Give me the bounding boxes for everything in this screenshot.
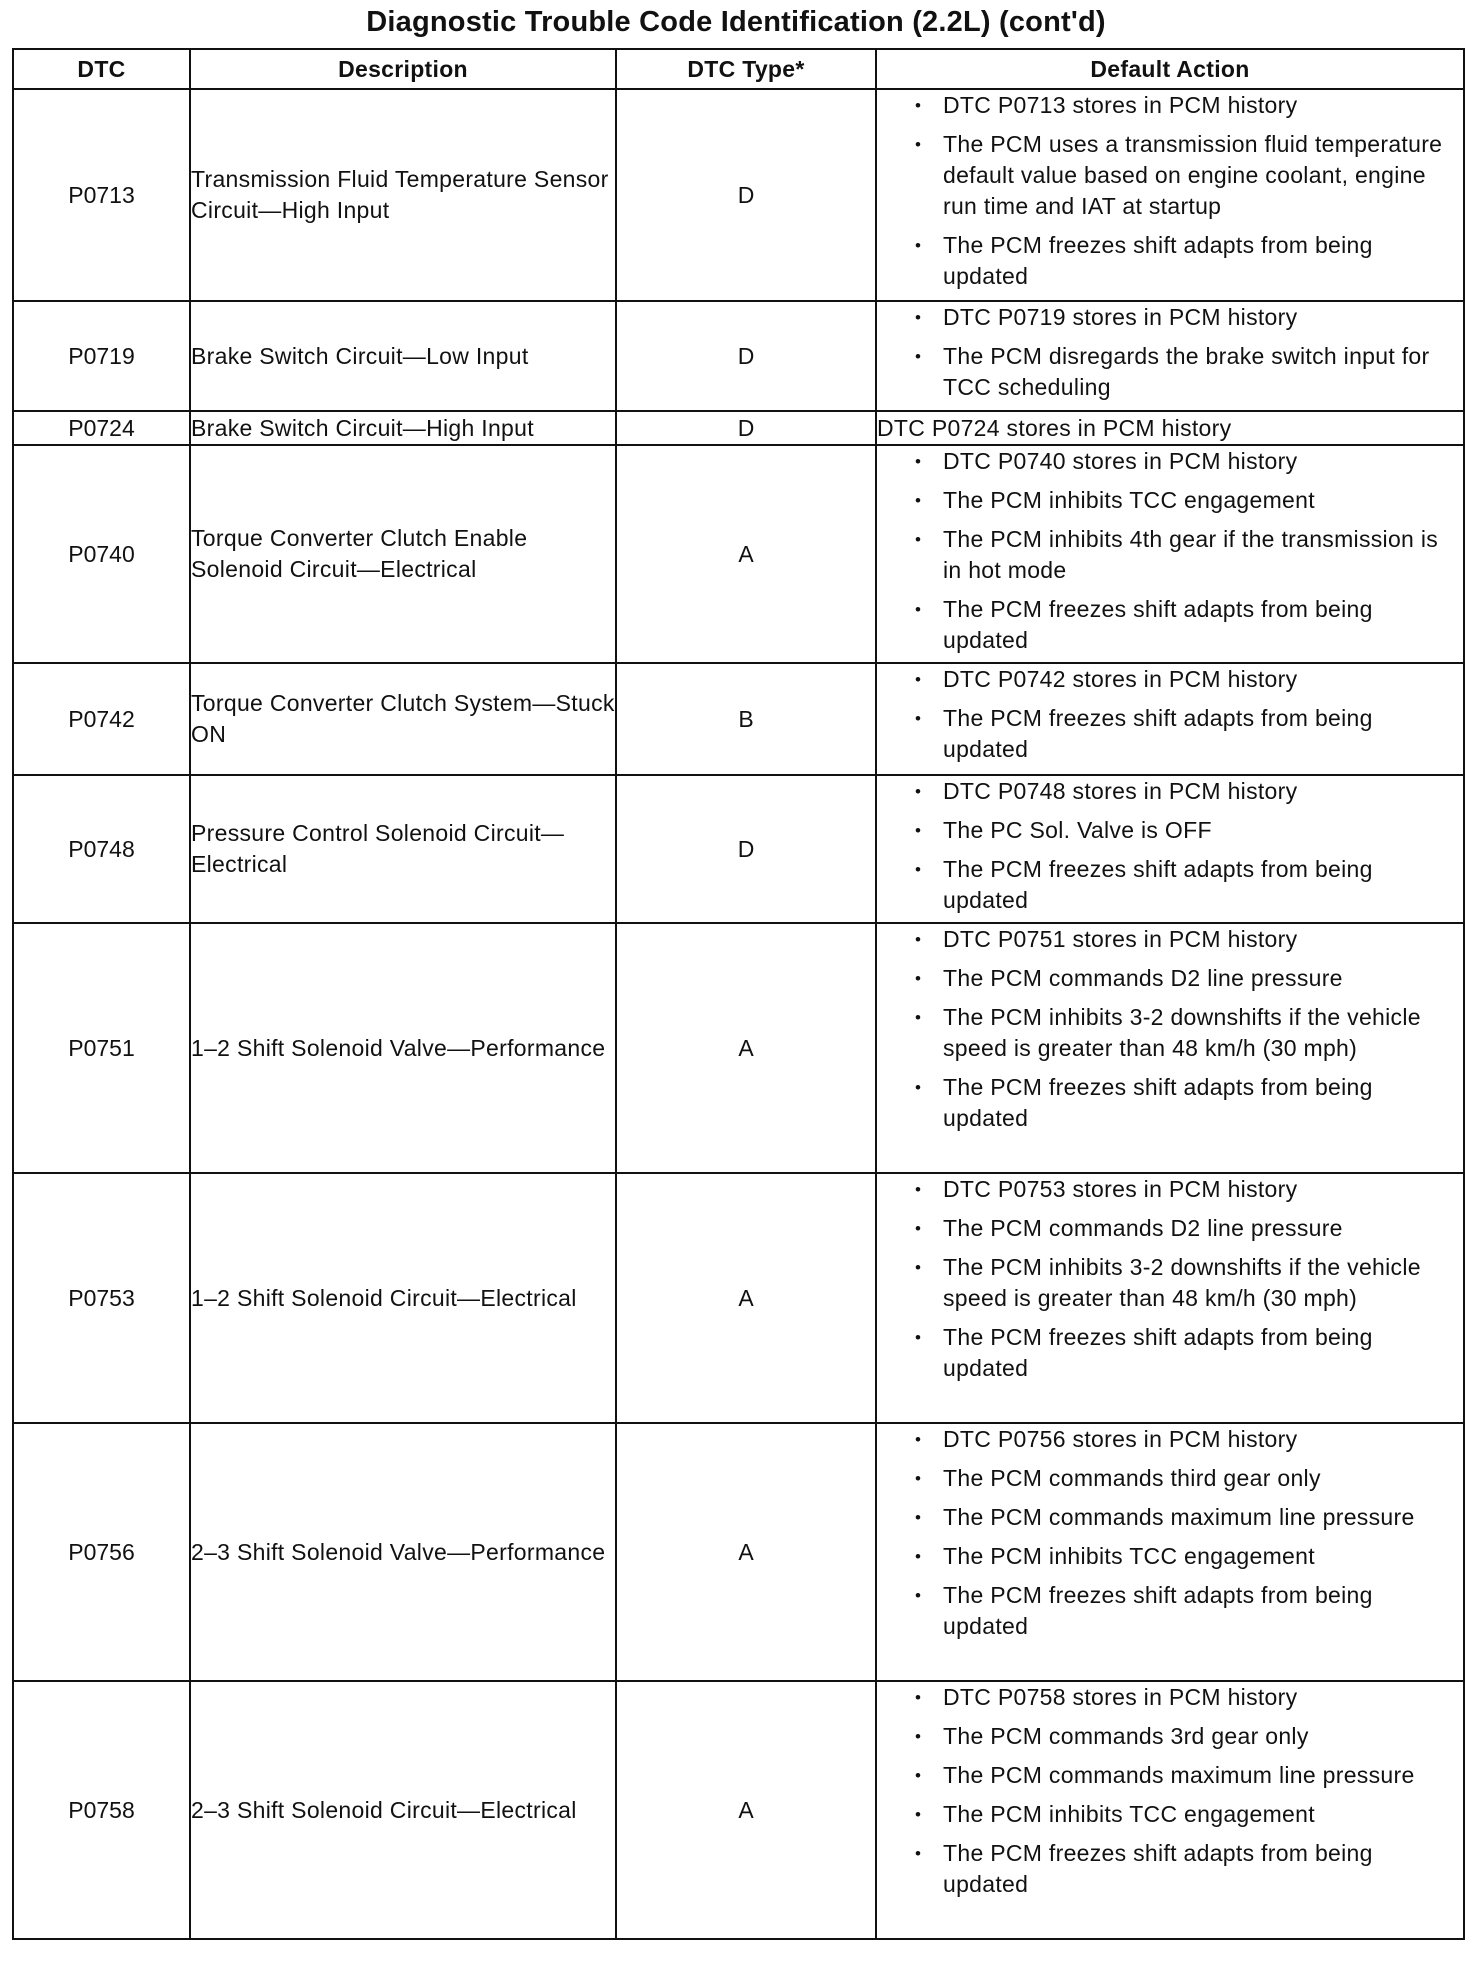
action-text: The PCM inhibits TCC engagement <box>943 1543 1315 1569</box>
dtc-type: D <box>616 301 876 411</box>
default-action <box>876 301 1464 411</box>
dtc-description: Torque Converter Clutch Enable Solenoid Circuit—Electrical <box>190 445 616 663</box>
bullet-icon: • <box>915 860 922 879</box>
table-row <box>13 1423 1464 1681</box>
action-item <box>877 854 1463 916</box>
action-item <box>877 1424 1463 1455</box>
header-description: Description <box>190 49 616 89</box>
bullet-icon: • <box>915 1586 922 1605</box>
action-text: DTC P0751 stores in PCM history <box>943 926 1298 952</box>
bullet-icon: • <box>915 709 922 728</box>
bullet-icon: • <box>915 236 922 255</box>
header-dtc-type: DTC Type* <box>616 49 876 89</box>
dtc-type: D <box>616 775 876 923</box>
action-text: The PCM inhibits TCC engagement <box>943 487 1315 513</box>
table-row <box>13 1173 1464 1423</box>
bullet-icon: • <box>915 670 922 689</box>
action-item <box>877 524 1463 586</box>
action-text: The PCM uses a transmission fluid temperature default value based on engine coolant, engine run time and IAT at startup <box>943 131 1443 219</box>
action-item <box>877 1721 1463 1752</box>
action-item <box>877 1682 1463 1713</box>
action-item <box>877 963 1463 994</box>
action-item <box>877 446 1463 477</box>
action-item <box>877 703 1463 765</box>
table-row <box>13 775 1464 923</box>
action-text: The PCM freezes shift adapts from being updated <box>943 856 1373 913</box>
action-item <box>877 1838 1463 1900</box>
action-text: The PCM commands D2 line pressure <box>943 965 1343 991</box>
default-action <box>876 775 1464 923</box>
action-item <box>877 776 1463 807</box>
dtc-type: D <box>616 89 876 301</box>
default-action <box>876 1423 1464 1681</box>
action-list <box>877 776 1463 916</box>
dtc-type: B <box>616 663 876 775</box>
action-item <box>877 341 1463 403</box>
bullet-icon: • <box>915 1430 922 1449</box>
action-text: The PCM inhibits 4th gear if the transmission is in hot mode <box>943 526 1439 583</box>
action-item <box>877 924 1463 955</box>
default-action <box>876 1681 1464 1939</box>
dtc-description: Brake Switch Circuit—High Input <box>190 411 616 445</box>
dtc-description: Torque Converter Clutch System—Stuck ON <box>190 663 616 775</box>
dtc-type: A <box>616 1681 876 1939</box>
action-item <box>877 230 1463 292</box>
action-text: The PCM commands 3rd gear only <box>943 1723 1309 1749</box>
action-text: DTC P0740 stores in PCM history <box>943 448 1298 474</box>
action-text: The PCM commands third gear only <box>943 1465 1321 1491</box>
bullet-icon: • <box>915 96 922 115</box>
action-text: The PCM commands D2 line pressure <box>943 1215 1343 1241</box>
dtc-code: P0756 <box>13 1423 190 1681</box>
action-item <box>877 1760 1463 1791</box>
bullet-icon: • <box>915 600 922 619</box>
dtc-description: Transmission Fluid Temperature Sensor Circuit—High Input <box>190 89 616 301</box>
dtc-description: 1–2 Shift Solenoid Valve—Performance <box>190 923 616 1173</box>
dtc-code: P0713 <box>13 89 190 301</box>
action-item <box>877 1463 1463 1494</box>
dtc-type: D <box>616 411 876 445</box>
action-list <box>877 1174 1463 1384</box>
action-text: The PCM freezes shift adapts from being updated <box>943 705 1373 762</box>
action-item <box>877 594 1463 656</box>
action-text: DTC P0719 stores in PCM history <box>943 304 1298 330</box>
table-row <box>13 411 1464 445</box>
action-item <box>877 485 1463 516</box>
action-text: DTC P0748 stores in PCM history <box>943 778 1298 804</box>
bullet-icon: • <box>915 308 922 327</box>
bullet-icon: • <box>915 1508 922 1527</box>
bullet-icon: • <box>915 782 922 801</box>
bullet-icon: • <box>915 1844 922 1863</box>
default-action <box>876 1173 1464 1423</box>
action-text: The PC Sol. Valve is OFF <box>943 817 1212 843</box>
action-list <box>877 90 1463 292</box>
bullet-icon: • <box>915 1219 922 1238</box>
bullet-icon: • <box>915 1180 922 1199</box>
action-text: The PCM freezes shift adapts from being updated <box>943 1582 1373 1639</box>
dtc-description: 1–2 Shift Solenoid Circuit—Electrical <box>190 1173 616 1423</box>
action-item <box>877 1072 1463 1134</box>
bullet-icon: • <box>915 452 922 471</box>
dtc-code: P0724 <box>13 411 190 445</box>
action-text: DTC P0756 stores in PCM history <box>943 1426 1298 1452</box>
action-item <box>877 302 1463 333</box>
action-item <box>877 1002 1463 1064</box>
action-list <box>877 664 1463 765</box>
action-text: The PCM freezes shift adapts from being updated <box>943 232 1373 289</box>
action-item <box>877 664 1463 695</box>
action-list <box>877 924 1463 1134</box>
bullet-icon: • <box>915 491 922 510</box>
action-list <box>877 1424 1463 1642</box>
table-row <box>13 445 1464 663</box>
bullet-icon: • <box>915 1805 922 1824</box>
action-item <box>877 90 1463 121</box>
action-text: The PCM inhibits 3-2 downshifts if the vehicle speed is greater than 48 km/h (30 mph) <box>943 1254 1421 1311</box>
dtc-description: 2–3 Shift Solenoid Circuit—Electrical <box>190 1681 616 1939</box>
dtc-code: P0740 <box>13 445 190 663</box>
action-item <box>877 1322 1463 1384</box>
table-row <box>13 1681 1464 1939</box>
action-list <box>877 302 1463 403</box>
table-row <box>13 923 1464 1173</box>
action-item <box>877 1174 1463 1205</box>
bullet-icon: • <box>915 969 922 988</box>
action-text: DTC P0758 stores in PCM history <box>943 1684 1298 1710</box>
bullet-icon: • <box>915 930 922 949</box>
bullet-icon: • <box>915 1547 922 1566</box>
action-text: The PCM freezes shift adapts from being updated <box>943 1074 1373 1131</box>
page-title: Diagnostic Trouble Code Identification (2.2L) (cont'd) <box>366 6 1106 38</box>
bullet-icon: • <box>915 1469 922 1488</box>
action-text: The PCM inhibits TCC engagement <box>943 1801 1315 1827</box>
action-item <box>877 815 1463 846</box>
bullet-icon: • <box>915 1328 922 1347</box>
action-text: The PCM freezes shift adapts from being updated <box>943 596 1373 653</box>
action-item <box>877 1252 1463 1314</box>
table-row <box>13 89 1464 301</box>
default-action <box>876 923 1464 1173</box>
action-text: The PCM commands maximum line pressure <box>943 1504 1415 1530</box>
dtc-code: P0719 <box>13 301 190 411</box>
action-list <box>877 1682 1463 1900</box>
dtc-code: P0748 <box>13 775 190 923</box>
bullet-icon: • <box>915 530 922 549</box>
action-text: The PCM freezes shift adapts from being updated <box>943 1324 1373 1381</box>
action-list <box>877 446 1463 656</box>
action-text: DTC P0753 stores in PCM history <box>943 1176 1298 1202</box>
dtc-type: A <box>616 445 876 663</box>
action-text: DTC P0742 stores in PCM history <box>943 666 1298 692</box>
action-item <box>877 1541 1463 1572</box>
dtc-type: A <box>616 923 876 1173</box>
dtc-description: Brake Switch Circuit—Low Input <box>190 301 616 411</box>
dtc-description: Pressure Control Solenoid Circuit—Electrical <box>190 775 616 923</box>
header-default-action: Default Action <box>876 49 1464 89</box>
dtc-code: P0753 <box>13 1173 190 1423</box>
action-item <box>877 1580 1463 1642</box>
default-action <box>876 445 1464 663</box>
action-item <box>877 129 1463 222</box>
action-text: The PCM inhibits 3-2 downshifts if the vehicle speed is greater than 48 km/h (30 mph) <box>943 1004 1421 1061</box>
bullet-icon: • <box>915 347 922 366</box>
action-item <box>877 1213 1463 1244</box>
dtc-code: P0742 <box>13 663 190 775</box>
action-item <box>877 1799 1463 1830</box>
bullet-icon: • <box>915 1258 922 1277</box>
bullet-icon: • <box>915 1688 922 1707</box>
bullet-icon: • <box>915 1727 922 1746</box>
action-text: The PCM freezes shift adapts from being updated <box>943 1840 1373 1897</box>
dtc-code: P0751 <box>13 923 190 1173</box>
bullet-icon: • <box>915 1078 922 1097</box>
default-action <box>876 89 1464 301</box>
dtc-type: A <box>616 1173 876 1423</box>
bullet-icon: • <box>915 1766 922 1785</box>
table-header-row <box>13 49 1464 89</box>
dtc-code: P0758 <box>13 1681 190 1939</box>
dtc-type: A <box>616 1423 876 1681</box>
bullet-icon: • <box>915 1008 922 1027</box>
action-item <box>877 1502 1463 1533</box>
action-text: DTC P0713 stores in PCM history <box>943 92 1298 118</box>
bullet-icon: • <box>915 821 922 840</box>
default-action <box>876 663 1464 775</box>
dtc-table <box>12 48 1465 1940</box>
header-dtc: DTC <box>13 49 190 89</box>
action-text: The PCM commands maximum line pressure <box>943 1762 1415 1788</box>
table-row <box>13 301 1464 411</box>
default-action: DTC P0724 stores in PCM history <box>876 411 1464 445</box>
bullet-icon: • <box>915 135 922 154</box>
dtc-description: 2–3 Shift Solenoid Valve—Performance <box>190 1423 616 1681</box>
table-row <box>13 663 1464 775</box>
action-text: The PCM disregards the brake switch input for TCC scheduling <box>943 343 1430 400</box>
